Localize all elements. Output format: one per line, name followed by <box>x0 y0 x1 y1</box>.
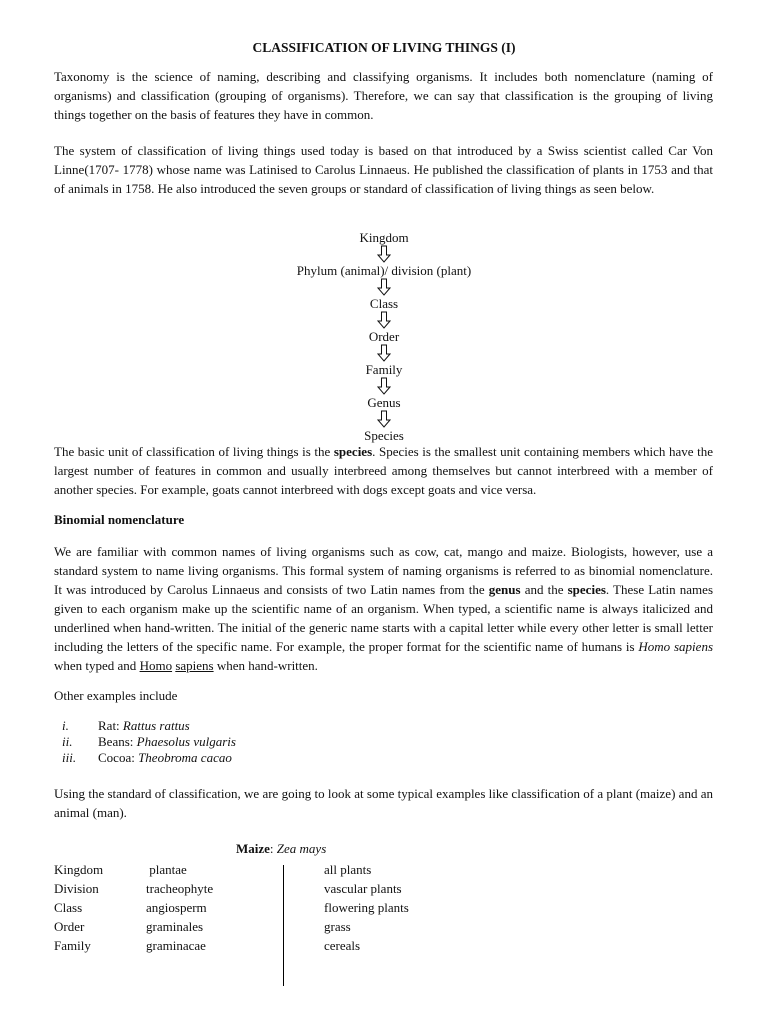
list-item: i. Rat: Rattus rattus <box>62 718 190 733</box>
down-arrow-icon <box>0 278 768 296</box>
paragraph-linnaeus: The system of classification of living things used today is based on that introduced by a Swiss scientist called Car Von Linne(1707- 1778) whose name was Latinised to Carolus Linnaeus. He published the classification of plants in 1753 and that of animals in 1758. He also introduced the seven groups or standard of classification of living things as seen below. <box>54 143 713 196</box>
table-row: Order graminales grass <box>54 919 351 934</box>
examples-list <box>62 718 236 766</box>
table-divider <box>283 865 284 986</box>
down-arrow-icon <box>0 410 768 428</box>
paragraph-taxonomy: Taxonomy is the science of naming, describing and classifying organisms. It includes both nomenclature (naming of organisms) and classification (grouping of organisms). Therefore, we can say that classification is the grouping of living things together on the basis of features they have in common. <box>54 69 713 122</box>
down-arrow-icon <box>0 377 768 395</box>
hierarchy-phylum: Phylum (animal)/ division (plant) <box>296 263 472 278</box>
down-arrow-icon <box>0 245 768 263</box>
genus-emphasis: genus <box>488 582 521 597</box>
down-arrow-icon <box>0 344 768 362</box>
paragraph-species: The basic unit of classification of living things is the species. Species is the smallest unit containing members which have the largest number of features in common and usually interbreed among themselves but cannot interbreed with a member of another species. For example, goats cannot interbreed with dogs except goats and vice versa. <box>54 444 713 497</box>
examples-intro: Other examples include <box>54 688 178 703</box>
maize-table-title: Maize: Zea mays <box>236 841 327 856</box>
down-arrow-icon <box>0 311 768 329</box>
hierarchy-class: Class <box>369 296 399 311</box>
list-item: iii. Cocoa: Theobroma cacao <box>62 750 232 765</box>
handwritten-species: sapiens <box>175 658 214 673</box>
hierarchy-kingdom: Kingdom <box>359 230 409 245</box>
table-row: Family graminacae cereals <box>54 938 361 953</box>
paragraph-binomial: We are familiar with common names of living organisms such as cow, cat, mango and maize. Biologists, however, use a standard system to name living organisms. This formal system of naming organisms is referred to as binomial nomenclature. It was introduced by Carolus Linnaeus and consists of two Latin names from the genus and the species. These Latin names given to each organism make up the scientific name of an organism. When typed, a scientific name is always italicized and underlined when hand-written. The initial of the generic name starts with a capital letter while every other letter is small letter including the letters of the specific name. For example, the proper format for the scientific name of humans is Homo sapiens when typed and Homo sapiens when hand-written. <box>54 544 714 673</box>
list-item: ii. Beans: Phaesolus vulgaris <box>62 734 236 749</box>
table-row: Class angiosperm flowering plants <box>54 900 409 915</box>
maize-classification-table <box>54 860 524 955</box>
species-emphasis: species <box>333 444 373 459</box>
table-row: Kingdom plantae all plants <box>54 862 372 877</box>
document-title: CLASSIFICATION OF LIVING THINGS (I) <box>252 40 516 55</box>
section-heading-binomial: Binomial nomenclature <box>54 512 185 527</box>
hierarchy-order: Order <box>368 329 400 344</box>
species-emphasis: species <box>567 582 606 597</box>
handwritten-genus: Homo <box>139 658 173 673</box>
hierarchy-species: Species <box>364 428 404 443</box>
hierarchy-family: Family <box>365 362 403 377</box>
typed-scientific-name: Homo sapiens <box>638 639 713 654</box>
hierarchy-genus: Genus <box>367 395 401 410</box>
table-row: Division tracheophyte vascular plants <box>54 881 402 896</box>
classification-hierarchy-diagram <box>0 230 768 443</box>
paragraph-examples-intro: Using the standard of classification, we are going to look at some typical examples like classification of a plant (maize) and an animal (man). <box>54 786 713 820</box>
